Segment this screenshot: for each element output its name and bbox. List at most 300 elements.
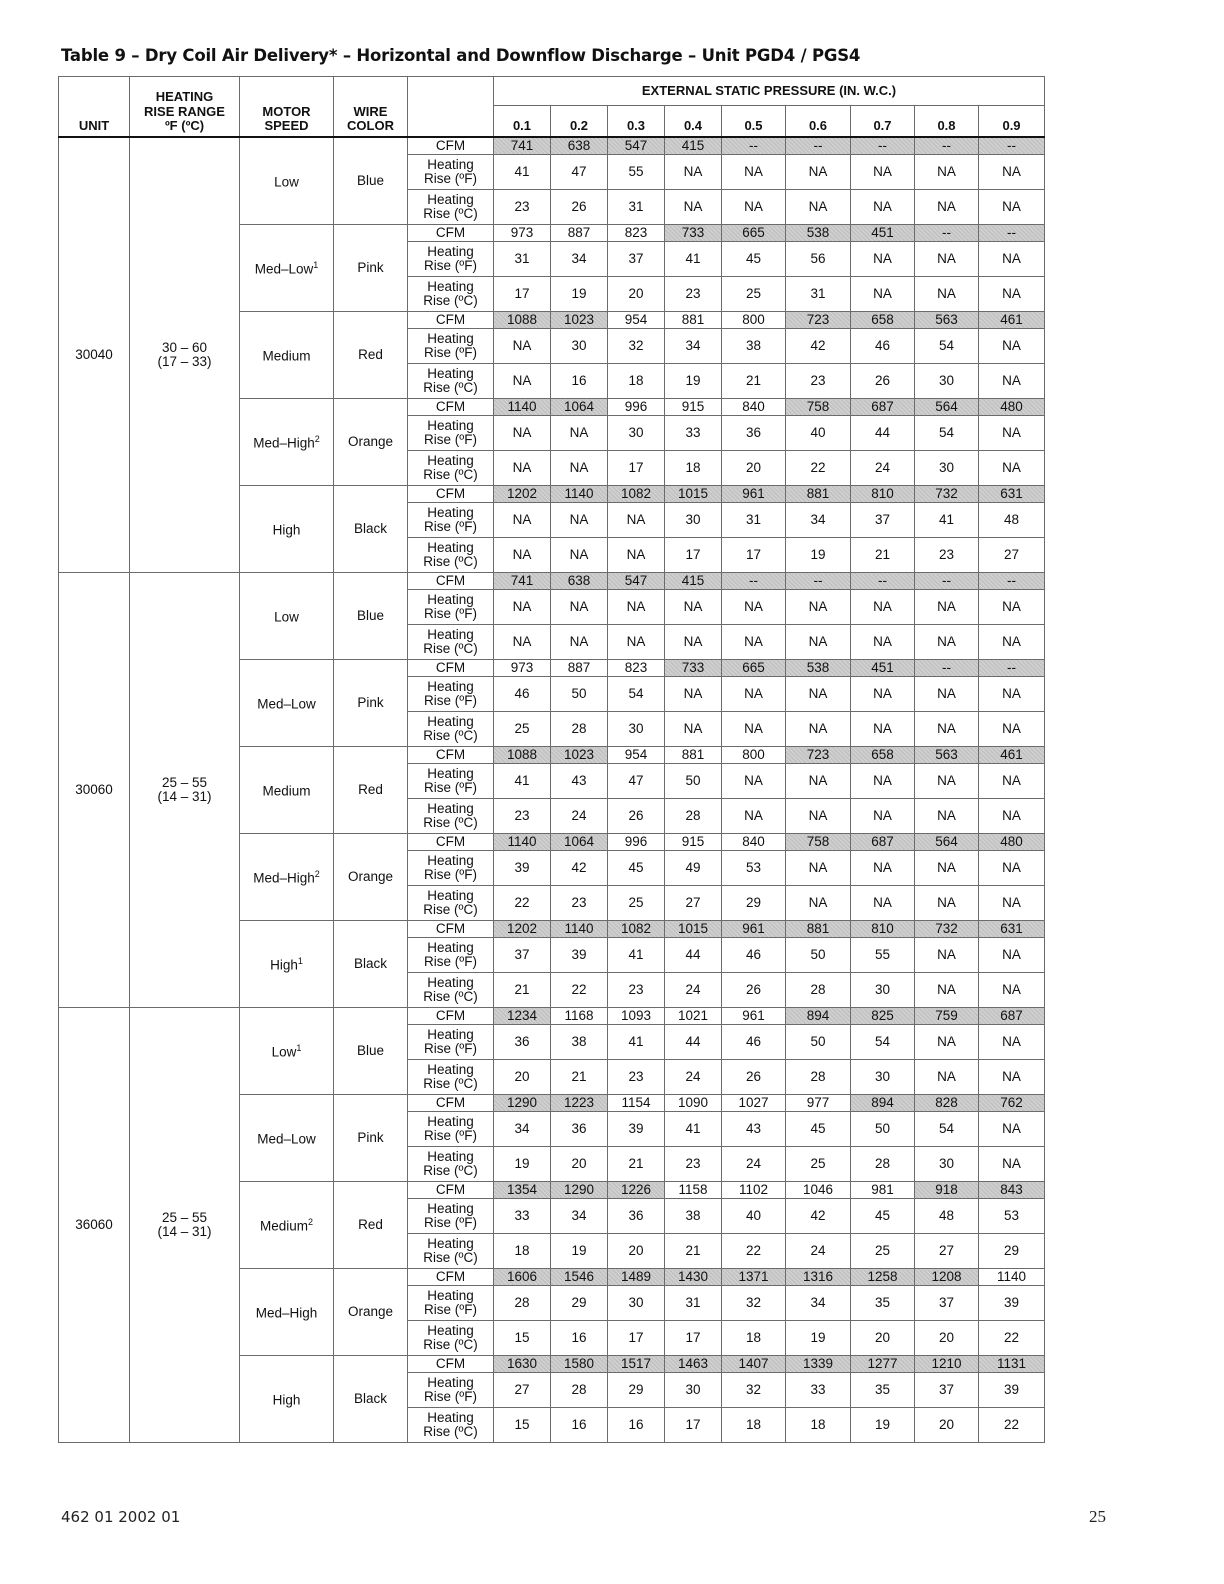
heating-rise-f-label: Heating Rise (ºF) [408,1025,494,1060]
cfm-value: 981 [851,1182,915,1199]
rise-c-value: NA [851,625,915,660]
cfm-value: 1463 [665,1356,722,1373]
rise-c-value: 20 [722,451,786,486]
rise-f-value: NA [979,851,1045,886]
rise-f-value: 47 [551,155,608,190]
rise-f-value: 41 [608,1025,665,1060]
cfm-value: 563 [915,747,979,764]
rise-f-value: 40 [786,416,851,451]
rise-f-value: NA [915,764,979,799]
cfm-value: 1354 [494,1182,551,1199]
rise-c-value: NA [851,190,915,225]
rise-c-value: NA [915,712,979,747]
rise-f-value: 50 [786,938,851,973]
cfm-value: 1546 [551,1269,608,1286]
cfm-value: 887 [551,660,608,677]
rise-c-value: 24 [551,799,608,834]
rise-c-value: 19 [665,364,722,399]
rise-f-value: 36 [494,1025,551,1060]
rise-f-value: NA [551,416,608,451]
cfm-label: CFM [408,225,494,242]
rise-c-value: NA [979,625,1045,660]
cfm-value: 961 [722,1008,786,1025]
rise-f-value: 32 [722,1373,786,1408]
pressure-header: 0.8 [915,106,979,138]
cfm-value: 451 [851,660,915,677]
rise-c-value: 26 [608,799,665,834]
cfm-label: CFM [408,1182,494,1199]
rise-f-value: 36 [722,416,786,451]
rise-f-value: NA [915,851,979,886]
rise-c-value: 30 [915,451,979,486]
rise-c-value: NA [979,190,1045,225]
rise-f-value: NA [979,1112,1045,1147]
rise-c-value: 17 [608,1321,665,1356]
rise-c-value: 21 [665,1234,722,1269]
wire-color-cell: Blue [334,137,408,225]
rise-f-value: NA [786,851,851,886]
cfm-value: 996 [608,399,665,416]
rise-f-value: 45 [786,1112,851,1147]
rise-f-value: 46 [722,1025,786,1060]
rise-f-value: 32 [722,1286,786,1321]
rise-c-value: NA [786,625,851,660]
motor-speed-cell: Medium$^2$ [240,1182,334,1269]
rise-c-value: 28 [786,973,851,1008]
rise-f-value: NA [551,590,608,625]
rise-f-value: NA [722,590,786,625]
heating-rise-c-label: Heating Rise (ºC) [408,1234,494,1269]
cfm-value: 687 [979,1008,1045,1025]
rise-f-value: 42 [551,851,608,886]
cfm-value: 894 [851,1095,915,1112]
cfm-value: 733 [665,225,722,242]
rise-f-value: 35 [851,1286,915,1321]
heating-rise-f-label: Heating Rise (ºF) [408,155,494,190]
cfm-value: 881 [665,747,722,764]
rise-c-value: 27 [665,886,722,921]
heating-rise-c-label: Heating Rise (ºC) [408,190,494,225]
cfm-label: CFM [408,921,494,938]
cfm-value: 977 [786,1095,851,1112]
heating-rise-c-label: Heating Rise (ºC) [408,886,494,921]
cfm-value: 741 [494,573,551,590]
page-number: 25 [1089,1507,1106,1526]
rise-f-value: 37 [494,938,551,973]
rise-c-value: 23 [494,799,551,834]
cfm-value: 638 [551,137,608,155]
rise-c-value: NA [915,277,979,312]
rise-c-value: NA [665,712,722,747]
table-row [59,573,1045,590]
rise-f-value: 34 [786,503,851,538]
motor-speed-cell: Low$^1$ [240,1008,334,1095]
rise-f-value: NA [851,851,915,886]
rise-c-value: NA [979,886,1045,921]
cfm-value: 564 [915,834,979,851]
unit-header: UNIT [59,77,130,138]
rise-f-value: 39 [979,1286,1045,1321]
cfm-value: 881 [786,486,851,503]
rise-f-value: 49 [665,851,722,886]
rise-c-value: 25 [494,712,551,747]
rise-f-value: 34 [551,242,608,277]
rise-f-value: NA [979,764,1045,799]
wire-color-cell: Orange [334,1269,408,1356]
cfm-value: -- [722,137,786,155]
rise-f-value: 30 [665,1373,722,1408]
heating-rise-c-label: Heating Rise (ºC) [408,799,494,834]
rise-c-value: 19 [786,1321,851,1356]
cfm-value: 415 [665,137,722,155]
cfm-value: 732 [915,486,979,503]
rise-c-value: 17 [665,1408,722,1443]
cfm-value: 1580 [551,1356,608,1373]
wire-color-header: WIRE COLOR [334,77,408,138]
wire-color-cell: Orange [334,834,408,921]
rise-f-value: NA [915,1025,979,1060]
cfm-label: CFM [408,1269,494,1286]
cfm-value: 732 [915,921,979,938]
motor-speed-cell: Med–High$^2$ [240,399,334,486]
heating-rise-f-label: Heating Rise (ºF) [408,503,494,538]
heating-rise-c-label: Heating Rise (ºC) [408,1408,494,1443]
cfm-value: 461 [979,747,1045,764]
rise-f-value: 36 [608,1199,665,1234]
rise-c-value: NA [551,625,608,660]
rise-c-value: NA [915,973,979,1008]
heating-rise-c-label: Heating Rise (ºC) [408,277,494,312]
cfm-value: 1140 [551,486,608,503]
cfm-value: 1027 [722,1095,786,1112]
table-row [59,137,1045,155]
cfm-value: 1093 [608,1008,665,1025]
rise-c-value: 20 [494,1060,551,1095]
cfm-value: -- [915,225,979,242]
rise-range-cell: 25 – 55 (14 – 31) [130,1008,240,1443]
rise-f-value: NA [851,242,915,277]
rise-f-value: NA [722,764,786,799]
rise-c-value: 23 [608,973,665,1008]
rise-f-value: NA [979,677,1045,712]
rise-f-value: 39 [979,1373,1045,1408]
cfm-value: 1064 [551,399,608,416]
rise-c-value: 29 [979,1234,1045,1269]
wire-color-cell: Black [334,921,408,1008]
cfm-label: CFM [408,747,494,764]
cfm-value: 1290 [551,1182,608,1199]
cfm-value: 954 [608,747,665,764]
rise-c-value: 30 [851,1060,915,1095]
rise-c-value: 23 [665,277,722,312]
rise-c-value: 20 [551,1147,608,1182]
cfm-value: -- [979,137,1045,155]
rise-f-value: 42 [786,329,851,364]
rise-f-value: 38 [551,1025,608,1060]
cfm-value: 1208 [915,1269,979,1286]
rise-c-value: 16 [551,1321,608,1356]
rise-f-value: NA [979,242,1045,277]
rise-f-value: 44 [665,1025,722,1060]
rise-c-value: 31 [786,277,851,312]
rise-c-value: 23 [915,538,979,573]
cfm-value: 658 [851,312,915,329]
rise-f-value: 31 [665,1286,722,1321]
rise-c-value: NA [665,625,722,660]
air-delivery-table [58,76,1045,1443]
motor-speed-cell: Low [240,573,334,660]
cfm-value: 1210 [915,1356,979,1373]
cfm-value: 665 [722,225,786,242]
rise-f-value: NA [551,503,608,538]
cfm-value: 547 [608,137,665,155]
rise-f-value: NA [915,155,979,190]
rise-c-value: NA [851,712,915,747]
rise-c-value: 28 [786,1060,851,1095]
rise-c-value: 16 [551,1408,608,1443]
cfm-value: 1202 [494,486,551,503]
rise-c-value: NA [494,364,551,399]
heating-rise-f-label: Heating Rise (ºF) [408,1373,494,1408]
rise-c-value: NA [979,451,1045,486]
rise-c-value: NA [915,886,979,921]
cfm-value: 1064 [551,834,608,851]
rise-c-value: 23 [608,1060,665,1095]
cfm-value: 758 [786,834,851,851]
rise-c-value: NA [786,799,851,834]
rise-c-value: 25 [608,886,665,921]
rise-f-value: NA [494,503,551,538]
rise-c-value: NA [494,625,551,660]
cfm-value: 1140 [494,834,551,851]
rise-c-value: NA [722,625,786,660]
rise-c-value: 24 [665,1060,722,1095]
rise-f-value: NA [665,155,722,190]
rise-c-value: 15 [494,1321,551,1356]
cfm-value: 1316 [786,1269,851,1286]
rise-f-value: 34 [665,329,722,364]
cfm-value: -- [851,573,915,590]
heating-rise-f-label: Heating Rise (ºF) [408,677,494,712]
heating-rise-f-label: Heating Rise (ºF) [408,242,494,277]
rise-f-value: 43 [722,1112,786,1147]
cfm-value: 480 [979,834,1045,851]
rise-c-value: NA [979,712,1045,747]
cfm-value: 1371 [722,1269,786,1286]
rise-c-value: 15 [494,1408,551,1443]
rise-c-value: NA [494,538,551,573]
heating-rise-c-label: Heating Rise (ºC) [408,1060,494,1095]
cfm-value: 810 [851,486,915,503]
heating-rise-c-label: Heating Rise (ºC) [408,451,494,486]
rise-c-value: 19 [786,538,851,573]
rise-c-value: NA [915,1060,979,1095]
rise-f-value: 55 [608,155,665,190]
rise-f-value: 39 [551,938,608,973]
rise-c-value: 31 [608,190,665,225]
cfm-value: 823 [608,660,665,677]
rise-c-value: 28 [665,799,722,834]
rise-f-value: NA [608,590,665,625]
cfm-value: 840 [722,399,786,416]
cfm-value: 631 [979,921,1045,938]
cfm-label: CFM [408,1008,494,1025]
rise-c-value: 24 [665,973,722,1008]
rise-c-value: 17 [608,451,665,486]
rise-c-value: 23 [665,1147,722,1182]
cfm-value: 665 [722,660,786,677]
motor-speed-cell: Med–Low [240,660,334,747]
motor-speed-cell: Med–Low$^1$ [240,225,334,312]
rise-c-value: NA [979,973,1045,1008]
rise-c-value: 21 [851,538,915,573]
rise-f-value: 30 [608,1286,665,1321]
rise-c-value: 26 [722,973,786,1008]
cfm-value: 1489 [608,1269,665,1286]
cfm-value: 840 [722,834,786,851]
rise-c-value: NA [608,625,665,660]
motor-speed-cell: High [240,1356,334,1443]
rise-c-value: 19 [551,1234,608,1269]
rise-c-value: 24 [722,1147,786,1182]
cfm-value: 759 [915,1008,979,1025]
rise-c-value: 21 [608,1147,665,1182]
rise-f-value: 47 [608,764,665,799]
external-static-pressure-header: EXTERNAL STATIC PRESSURE (IN. W.C.) [494,77,1045,106]
rise-f-value: 31 [722,503,786,538]
cfm-value: 658 [851,747,915,764]
cfm-value: 563 [915,312,979,329]
motor-speed-cell: Med–High$^2$ [240,834,334,921]
rise-c-value: 22 [786,451,851,486]
cfm-value: -- [786,137,851,155]
rise-f-value: 33 [494,1199,551,1234]
rise-f-value: 54 [915,416,979,451]
cfm-value: 996 [608,834,665,851]
rise-f-value: NA [608,503,665,538]
rise-c-value: 22 [494,886,551,921]
heating-rise-c-label: Heating Rise (ºC) [408,538,494,573]
rise-f-value: NA [915,590,979,625]
cfm-value: 1023 [551,312,608,329]
rise-f-value: 54 [915,1112,979,1147]
cfm-value: 480 [979,399,1045,416]
rise-f-value: 34 [551,1199,608,1234]
cfm-value: 723 [786,312,851,329]
rise-c-value: 21 [494,973,551,1008]
cfm-value: 894 [786,1008,851,1025]
wire-color-cell: Pink [334,660,408,747]
cfm-value: 973 [494,225,551,242]
wire-color-cell: Blue [334,573,408,660]
cfm-value: 1140 [979,1269,1045,1286]
rise-c-value: NA [851,799,915,834]
cfm-value: 823 [608,225,665,242]
cfm-value: 1015 [665,921,722,938]
cfm-value: 1430 [665,1269,722,1286]
rise-f-value: 46 [851,329,915,364]
cfm-value: 1258 [851,1269,915,1286]
cfm-value: 631 [979,486,1045,503]
rise-c-value: 23 [551,886,608,921]
rise-c-value: NA [979,1147,1045,1182]
pressure-header: 0.7 [851,106,915,138]
rise-f-value: 50 [665,764,722,799]
pressure-header: 0.9 [979,106,1045,138]
rise-c-value: NA [979,277,1045,312]
cfm-value: 1158 [665,1182,722,1199]
cfm-label: CFM [408,1356,494,1373]
rise-c-value: NA [979,364,1045,399]
cfm-value: 1102 [722,1182,786,1199]
cfm-value: 1082 [608,921,665,938]
rise-f-value: 28 [551,1373,608,1408]
rise-f-value: 48 [915,1199,979,1234]
cfm-value: -- [979,225,1045,242]
cfm-value: 915 [665,834,722,851]
rise-c-value: 19 [851,1408,915,1443]
rise-f-value: 38 [665,1199,722,1234]
cfm-label: CFM [408,399,494,416]
rise-f-value: NA [979,590,1045,625]
cfm-value: 1088 [494,312,551,329]
cfm-value: 1088 [494,747,551,764]
rise-c-value: 21 [551,1060,608,1095]
rise-f-value: 48 [979,503,1045,538]
rise-c-value: 22 [979,1321,1045,1356]
heating-rise-c-label: Heating Rise (ºC) [408,712,494,747]
rise-f-value: 27 [494,1373,551,1408]
wire-color-cell: Blue [334,1008,408,1095]
rise-f-value: 41 [494,155,551,190]
cfm-value: -- [786,573,851,590]
cfm-value: -- [915,137,979,155]
heating-rise-c-label: Heating Rise (ºC) [408,1147,494,1182]
pressure-header: 0.3 [608,106,665,138]
cfm-label: CFM [408,834,494,851]
pressure-header: 0.4 [665,106,722,138]
cfm-value: 1046 [786,1182,851,1199]
rise-c-value: 18 [722,1408,786,1443]
cfm-value: 461 [979,312,1045,329]
rise-c-value: NA [494,451,551,486]
rise-f-value: NA [851,155,915,190]
cfm-value: 547 [608,573,665,590]
cfm-value: -- [915,660,979,677]
pressure-header: 0.2 [551,106,608,138]
rise-f-value: 30 [665,503,722,538]
rise-f-value: 40 [722,1199,786,1234]
rise-f-value: 50 [551,677,608,712]
rise-f-value: 43 [551,764,608,799]
cfm-value: 564 [915,399,979,416]
rise-c-value: NA [786,190,851,225]
motor-speed-cell: Medium [240,747,334,834]
cfm-value: 1606 [494,1269,551,1286]
wire-color-cell: Black [334,486,408,573]
rise-f-value: 55 [851,938,915,973]
rise-c-value: 28 [551,712,608,747]
heating-rise-c-label: Heating Rise (ºC) [408,973,494,1008]
rise-f-value: 31 [494,242,551,277]
rise-c-value: 25 [851,1234,915,1269]
cfm-value: 1090 [665,1095,722,1112]
rise-c-value: 18 [494,1234,551,1269]
rise-c-value: 26 [551,190,608,225]
cfm-value: 758 [786,399,851,416]
cfm-value: 810 [851,921,915,938]
rise-c-value: 30 [608,712,665,747]
